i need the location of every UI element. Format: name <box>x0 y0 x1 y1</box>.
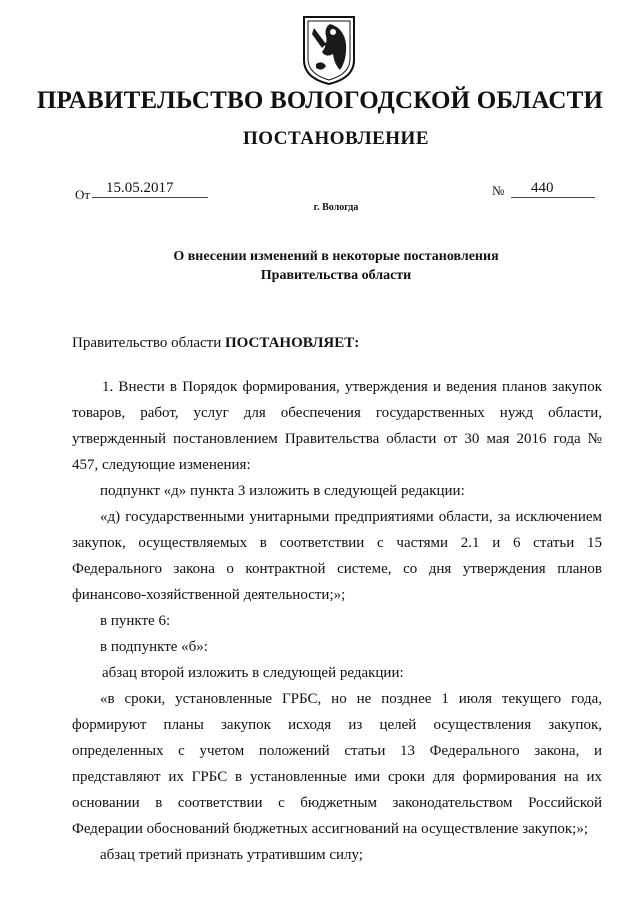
subject-line-1: О внесении изменений в некоторые постановления <box>173 249 499 264</box>
number-prefix: № <box>492 183 505 198</box>
paragraph: подпункт «д» пункта 3 изложить в следующей редакции: <box>100 483 465 499</box>
subject-line-2: Правительства области <box>260 268 412 283</box>
government-title: ПРАВИТЕЛЬСТВО ВОЛОГОДСКОЙ ОБЛАСТИ <box>36 87 604 114</box>
city-label: г. Вологда <box>313 202 359 213</box>
preamble-text: Правительство области <box>72 335 225 351</box>
paragraph: абзац третий признать утратившим силу; <box>100 847 363 863</box>
paragraph: 1. Внести в Порядок формирования, утверждения и ведения планов закупок товаров, работ, услуг для обеспечения государственных нужд области, утвержденный постановлением Правительства области от 30 мая 2016 года № 457, следующие изменения: <box>72 379 602 473</box>
paragraph: «д) государственными унитарными предприятиями области, за исключением закупок, осуществляемых в соответствии с частями 2.1 и 6 статьи 15 Федерального закона о контрактной системе, со дня утверждения планов финансово-хозяйственной деятельности;»; <box>72 509 602 603</box>
paragraph: абзац второй изложить в следующей редакции: <box>102 665 404 681</box>
date-prefix: От <box>75 187 91 202</box>
document-number: 440 <box>511 180 595 198</box>
document-date: 15.05.2017 <box>92 180 208 198</box>
preamble <box>72 330 602 356</box>
document-subject <box>0 247 640 285</box>
document-body <box>72 330 602 868</box>
paragraph: «в сроки, установленные ГРБС, но не позднее 1 июля текущего года, формируют планы закупок исходя из целей осуществления закупок, определенных с учетом положений статьи 13 Федерального закона, и представляют их ГРБС в установленные ими сроки для формирования на их основании в соответствии с бюджетным законодательством Российской Федерации обоснований бюджетных ассигнований на осуществление закупок;»; <box>72 691 602 837</box>
paragraph: в пункте 6: <box>100 613 171 629</box>
preamble-decree: ПОСТАНОВЛЯЕТ: <box>224 335 360 351</box>
document-type: ПОСТАНОВЛЕНИЕ <box>242 128 430 149</box>
paragraph: в подпункте «б»: <box>100 639 208 655</box>
coat-of-arms-icon <box>300 14 358 86</box>
